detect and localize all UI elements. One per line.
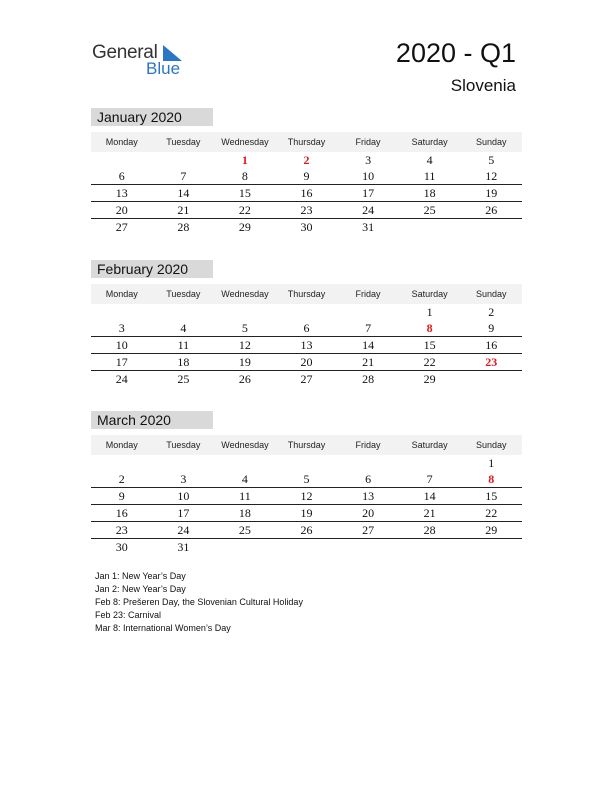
day-cell: 24 [177,522,190,537]
week-row [91,354,522,371]
weekday-label: Sunday [475,137,507,147]
day-cell: 4 [426,152,433,167]
day-cell: 30 [115,539,128,554]
logo [92,42,192,82]
weekday-label: Thursday [287,137,326,147]
weekday-label: Friday [355,137,381,147]
day-cell: 23 [115,522,128,537]
day-cell: 6 [118,168,125,183]
day-cell: 20 [300,354,313,369]
weekday-label: Saturday [411,289,448,299]
day-cell: 29 [238,219,251,234]
month-block [91,108,522,235]
week-row [91,488,522,505]
month-block [91,260,522,387]
holiday-note: Jan 1: New Year’s Day [95,571,186,581]
holiday-note: Feb 8: Prešeren Day, the Slovenian Cultural Holiday [95,597,303,607]
day-cell: 1 [488,455,495,470]
day-cell: 15 [423,337,436,352]
day-cell: 12 [300,488,313,503]
day-cell: 5 [241,320,248,335]
day-cell: 14 [423,488,436,503]
month-name: March 2020 [91,411,213,429]
day-cell: 18 [238,505,251,520]
day-cell: 7 [365,320,372,335]
day-cell: 26 [238,371,251,386]
day-cell: 28 [177,219,190,234]
day-cell: 27 [115,219,128,234]
day-cell: 9 [488,320,495,335]
day-cell: 6 [365,471,372,486]
day-cell: 22 [485,505,498,520]
day-cell: 4 [180,320,187,335]
holiday-day-cell: 1 [241,152,248,167]
weekday-label: Sunday [475,440,507,450]
day-cell: 18 [177,354,190,369]
day-cell: 26 [300,522,313,537]
day-cell: 7 [180,168,187,183]
day-cell: 17 [362,185,375,200]
day-cell: 21 [423,505,436,520]
day-cell: 5 [303,471,310,486]
day-cell: 9 [303,168,310,183]
day-cell: 27 [300,371,313,386]
day-cell: 13 [362,488,375,503]
day-cell: 22 [423,354,436,369]
day-cell: 25 [238,522,251,537]
month-name: January 2020 [91,108,213,126]
week-row [91,168,522,185]
day-cell: 31 [177,539,190,554]
day-cell: 10 [115,337,128,352]
day-cell: 21 [177,202,190,217]
weekday-label: Thursday [287,289,326,299]
weekday-label: Saturday [411,137,448,147]
weekday-label: Monday [105,440,138,450]
weekday-label: Tuesday [166,137,201,147]
day-cell: 3 [365,152,372,167]
week-row [91,337,522,354]
weekday-label: Tuesday [166,289,201,299]
weekday-label: Wednesday [221,137,269,147]
weekday-header-row [91,284,522,304]
week-row [91,202,522,219]
day-cell: 3 [180,471,187,486]
holiday-notes [95,570,303,635]
day-cell: 29 [485,522,498,537]
day-cell: 21 [362,354,375,369]
day-cell: 15 [238,185,251,200]
day-cell: 2 [118,471,125,486]
day-cell: 12 [485,168,498,183]
weekday-header-row [91,132,522,152]
day-cell: 22 [238,202,251,217]
day-cell: 16 [485,337,498,352]
day-cell: 17 [177,505,190,520]
day-cell: 27 [362,522,375,537]
day-cell: 11 [177,337,190,352]
day-cell: 4 [241,471,248,486]
weekday-label: Monday [105,289,138,299]
day-cell: 28 [362,371,375,386]
day-cell: 2 [488,304,495,319]
day-cell: 19 [300,505,313,520]
holiday-note: Jan 2: New Year’s Day [95,584,186,594]
holiday-note: Feb 23: Carnival [95,610,162,620]
day-cell: 19 [485,185,498,200]
day-cell: 7 [426,471,433,486]
weekday-label: Tuesday [166,440,201,450]
day-cell: 11 [423,168,436,183]
weekday-label: Saturday [411,440,448,450]
day-cell: 14 [362,337,375,352]
day-cell: 31 [362,219,375,234]
country-name: Slovenia [450,76,516,95]
holiday-day-cell: 2 [303,152,310,167]
weekday-label: Friday [355,440,381,450]
week-row [91,539,522,555]
day-cell: 25 [177,371,190,386]
day-cell: 15 [485,488,498,503]
day-cell: 5 [488,152,495,167]
week-row [91,471,522,488]
page-title: 2020 - Q1 [395,38,516,68]
day-cell: 10 [362,168,375,183]
day-cell: 13 [115,185,128,200]
day-cell: 17 [115,354,128,369]
weekday-label: Sunday [475,289,507,299]
day-cell: 20 [115,202,128,217]
holiday-note: Mar 8: International Women’s Day [95,623,231,633]
month-name: February 2020 [91,260,213,278]
week-row [91,455,522,471]
weekday-label: Friday [355,289,381,299]
week-row [91,371,522,387]
day-cell: 20 [362,505,375,520]
day-cell: 24 [115,371,128,386]
day-cell: 25 [423,202,436,217]
week-row [91,152,522,168]
day-cell: 12 [238,337,251,352]
week-row [91,304,522,320]
day-cell: 30 [300,219,313,234]
day-cell: 23 [300,202,313,217]
day-cell: 29 [423,371,436,386]
day-cell: 10 [177,488,190,503]
day-cell: 26 [485,202,498,217]
day-cell: 11 [239,488,251,503]
day-cell: 16 [300,185,313,200]
day-cell: 28 [423,522,436,537]
day-cell: 9 [118,488,125,503]
month-block [91,411,522,555]
week-row [91,320,522,337]
day-cell: 24 [362,202,375,217]
logo-blue-text: Blue [146,59,181,78]
week-row [91,185,522,202]
day-cell: 8 [241,168,248,183]
weekday-header-row [91,435,522,455]
weekday-label: Wednesday [221,440,269,450]
weekday-label: Thursday [287,440,326,450]
week-row [91,505,522,522]
week-row [91,219,522,235]
week-row [91,522,522,539]
day-cell: 1 [426,304,433,319]
day-cell: 3 [118,320,125,335]
logo-general-text: General [92,42,158,63]
day-cell: 19 [238,354,251,369]
day-cell: 6 [303,320,310,335]
day-cell: 14 [177,185,190,200]
holiday-day-cell: 8 [488,471,495,486]
weekday-label: Wednesday [221,289,269,299]
holiday-day-cell: 23 [485,354,498,369]
day-cell: 16 [115,505,128,520]
holiday-day-cell: 8 [426,320,433,335]
day-cell: 18 [423,185,436,200]
weekday-label: Monday [105,137,138,147]
day-cell: 13 [300,337,313,352]
